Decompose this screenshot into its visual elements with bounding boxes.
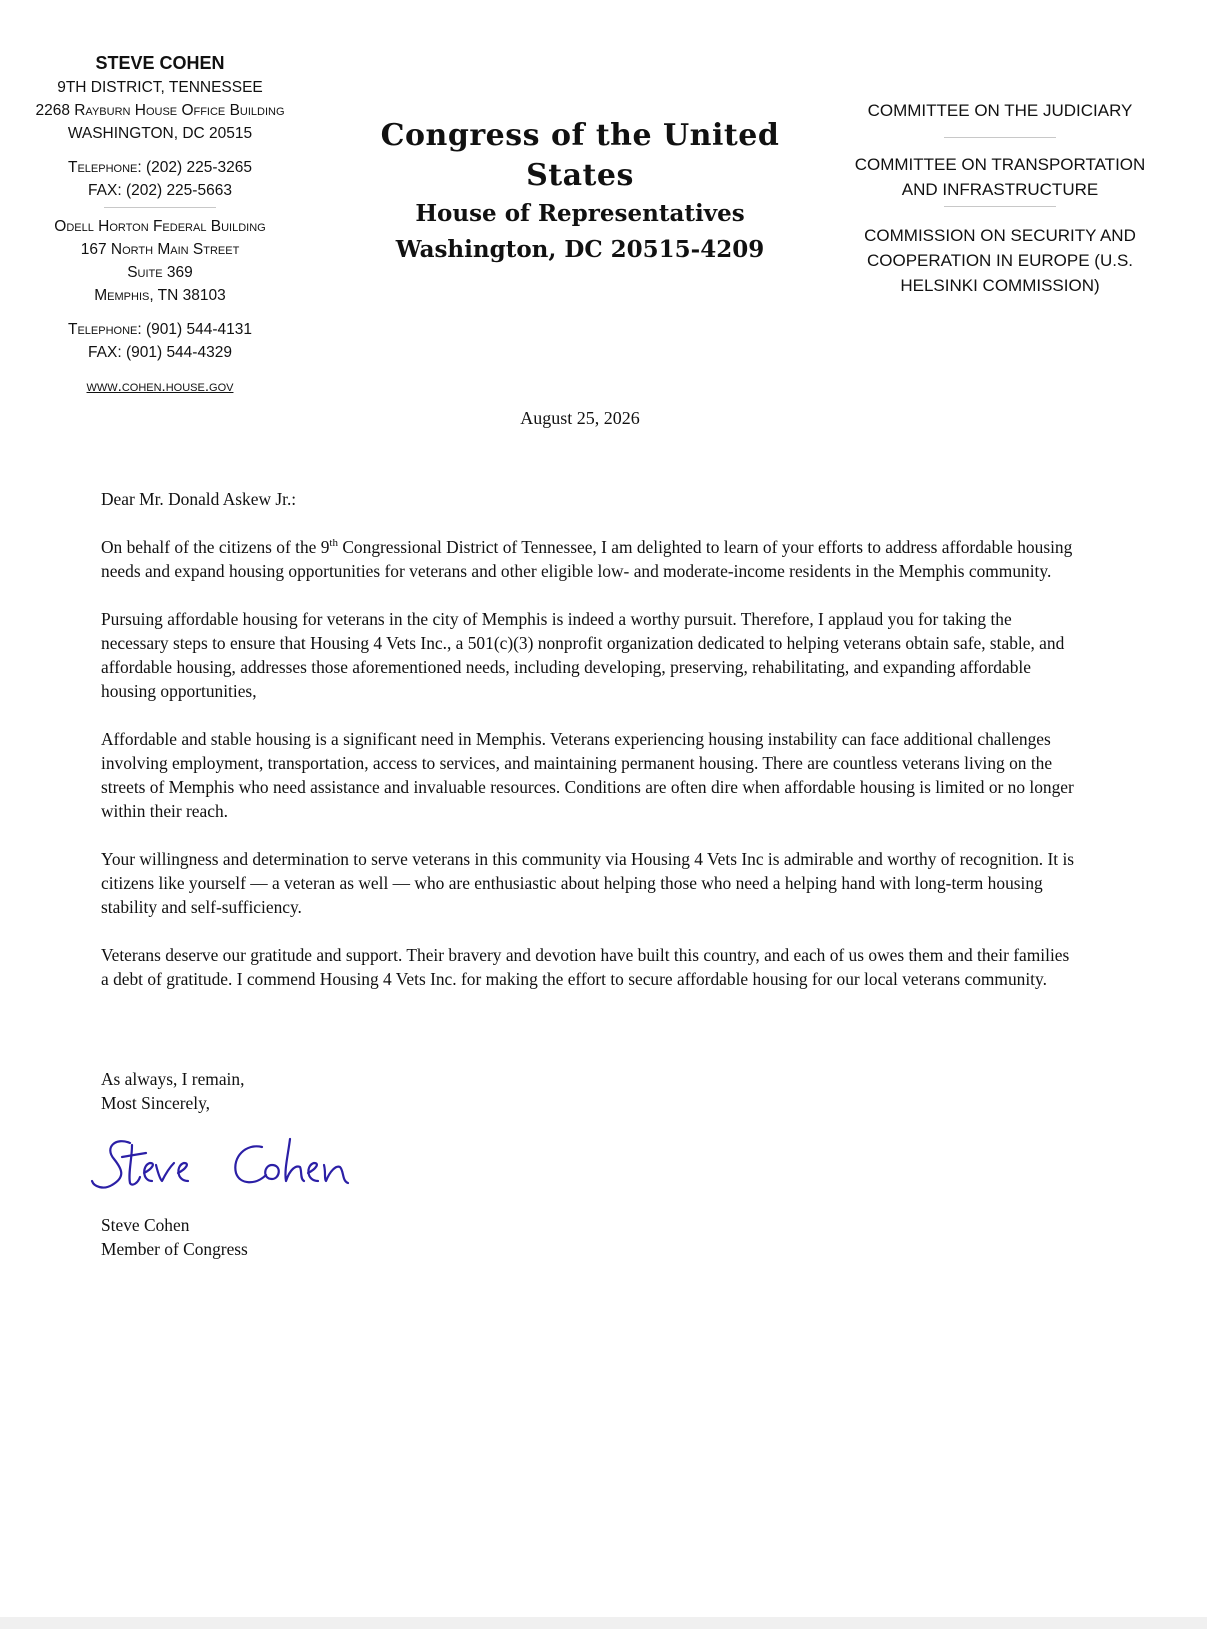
paragraph-2: Pursuing affordable housing for veterans in the city of Memphis is indeed a worthy pursuit. Therefore, I applaud you for taking the necessary steps to ensure that Housing 4 Vets Inc., a 501(c)(3) nonprofit organization dedicated to helping veterans obtain safe, stable, and affordable housing, addresses those aforementioned needs, including developing, preserving, rehabilitating, and expanding affordable housing opportunities, (101, 609, 1065, 701)
dc-office-city: WASHINGTON, DC 20515 (67, 125, 253, 142)
letterhead-left-column (0, 50, 320, 398)
letter-date: August 25, 2026 (520, 408, 640, 428)
paragraph-1-start: On behalf of the citizens of the 9 (101, 537, 330, 557)
closing (101, 1067, 244, 1115)
paragraph-5: Veterans deserve our gratitude and support. Their bravery and devotion have built this country, and each of us owes them and their families a debt of gratitude. I commend Housing 4 Vets Inc. for making the effort to secure affordable housing for our local veterans community. (101, 945, 1070, 989)
local-office-suite: Suite 369 (127, 264, 193, 281)
local-office-street: 167 North Main Street (80, 241, 240, 258)
signer-title: Member of Congress (101, 1239, 248, 1259)
closing-line-2: Most Sincerely, (101, 1093, 210, 1113)
heading-city: Washington, DC 20515-4209 (395, 236, 765, 263)
district-line: 9TH DISTRICT, TENNESSEE (57, 79, 263, 96)
local-telephone: Telephone: (901) 544-4131 (68, 321, 252, 338)
ordinal-suffix: th (329, 537, 338, 550)
committee-transportation-line-2: AND INFRASTRUCTURE (901, 180, 1099, 199)
paragraph-1 (101, 535, 1081, 583)
paragraph-3: Affordable and stable housing is a significant need in Memphis. Veterans experiencing housing instability can face additional challenges involving employment, transportation, access to services, and maintaining permanent housing. There are countless veterans living on the streets of Memphis who need assistance and invaluable resources. Conditions are often dire when affordable housing is limited or no longer within their reach. (101, 729, 1074, 821)
handwritten-signature (86, 1125, 366, 1205)
committee-transportation-line-1: COMMITTEE ON TRANSPORTATION (854, 155, 1146, 174)
commission-line-1: COMMISSION ON SECURITY AND (864, 226, 1136, 245)
local-office-building: Odell Horton Federal Building (54, 218, 266, 235)
letter-body (101, 487, 1081, 1015)
paragraph-1-rest: Congressional District of Tennessee, I am delighted to learn of your efforts to address affordable housing needs and expand housing opportunities for veterans and other eligible low- and moderate-income residents in the Memphis community. (101, 537, 1073, 581)
signer-block (101, 1213, 248, 1261)
dc-telephone: Telephone: (202) 225-3265 (68, 159, 252, 176)
house-title: House of Representatives (415, 200, 745, 227)
letterhead-center-heading (330, 116, 830, 268)
divider (104, 207, 216, 208)
dc-office-address: 2268 Rayburn House Office Building (35, 102, 285, 119)
local-fax: FAX: (901) 544-4329 (88, 344, 232, 361)
divider (944, 137, 1056, 138)
page-bottom-edge (0, 1617, 1207, 1629)
paragraph-4: Your willingness and determination to serve veterans in this community via Housing 4 Vets Inc is admirable and worthy of recognition. It is citizens like yourself — a veteran as well — who are enthusiastic about helping those who need a helping hand with long-term housing stability and self-sufficiency. (101, 849, 1075, 917)
commission-line-2: COOPERATION IN EUROPE (U.S. (866, 251, 1134, 270)
commission-line-3: HELSINKI COMMISSION) (900, 276, 1100, 295)
representative-name: STEVE COHEN (95, 53, 225, 73)
dc-fax: FAX: (202) 225-5663 (88, 182, 232, 199)
letterhead-right-column (840, 98, 1160, 298)
website-link[interactable]: www.cohen.house.gov (86, 378, 234, 395)
salutation: Dear Mr. Donald Askew Jr.: (101, 489, 297, 509)
closing-line-1: As always, I remain, (101, 1069, 245, 1089)
committee-judiciary: COMMITTEE ON THE JUDICIARY (867, 101, 1133, 120)
divider (944, 206, 1056, 207)
signer-name: Steve Cohen (101, 1215, 190, 1235)
local-office-city: Memphis, TN 38103 (94, 287, 226, 304)
congress-title: Congress of the United States (380, 118, 780, 193)
